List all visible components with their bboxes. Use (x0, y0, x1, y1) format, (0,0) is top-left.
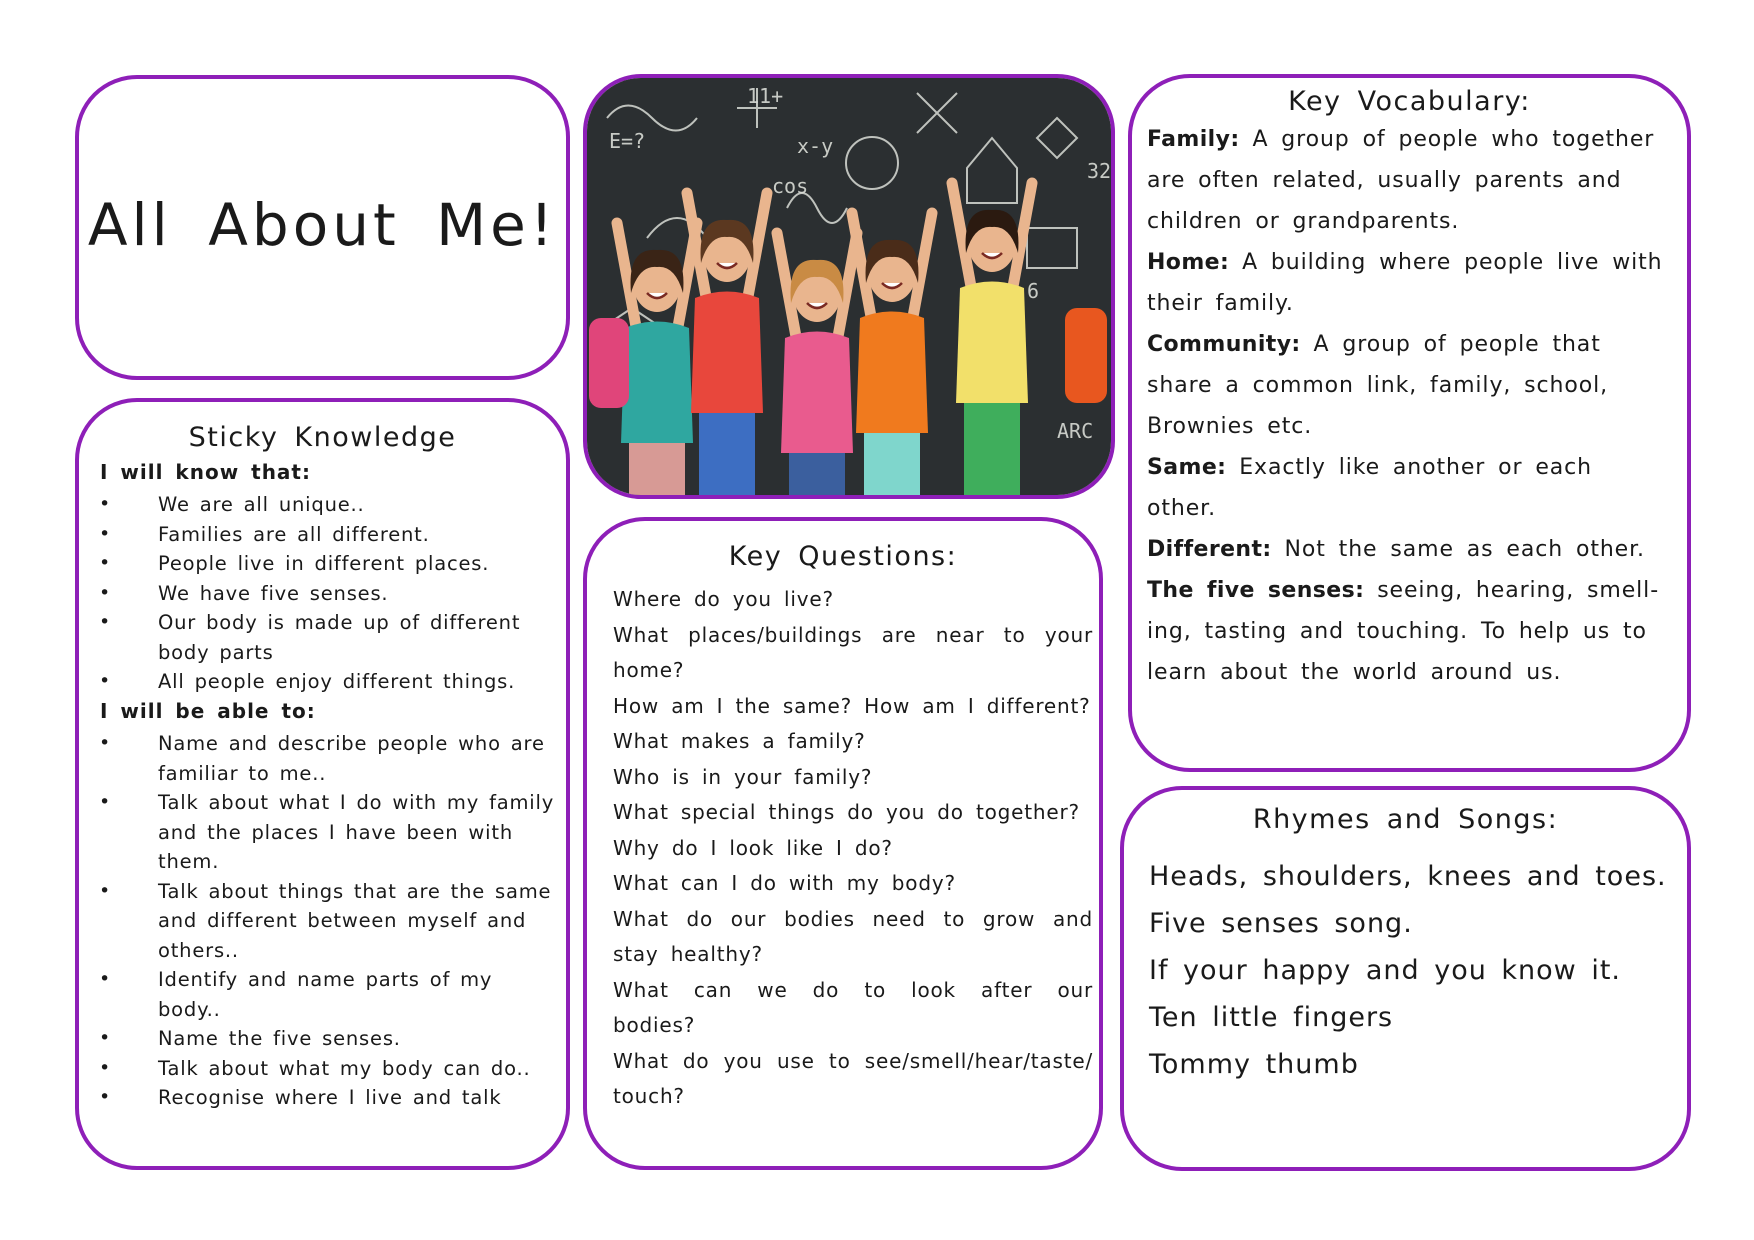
list-item-text: Our body is made up of different body parts (158, 611, 521, 664)
list-item-text: Identify and name parts of my body.. (158, 968, 493, 1021)
key-vocabulary-panel (1128, 74, 1691, 772)
able-label: I will be able to: (100, 699, 316, 723)
page-title: All About Me! (87, 191, 558, 259)
list-item (79, 1024, 566, 1054)
question-item: Why do I look like I do? (613, 835, 893, 860)
rhyme-item: If your happy and you know it. (1149, 955, 1622, 986)
key-questions-panel (583, 517, 1103, 1170)
question-item: What do our bodies need to grow and stay healthy? (613, 906, 1093, 966)
child-pants (864, 423, 920, 495)
list-item-text: Recognise where I live and talk (158, 1086, 502, 1109)
list-item-text: Name and describe people who are familiar to me.. (158, 732, 545, 785)
question-item: Where do you live? (613, 587, 834, 611)
list-item (79, 520, 566, 550)
bullet-icon: • (99, 968, 112, 990)
bullet-icon: • (99, 670, 112, 692)
bullet-icon: • (99, 522, 112, 545)
sticky-knowledge-heading: Sticky Knowledge (188, 422, 457, 453)
child-shirt (956, 282, 1028, 404)
bullet-icon: • (99, 791, 112, 813)
list-item (79, 965, 566, 1024)
title-panel (75, 75, 570, 380)
photo-panel (583, 74, 1115, 499)
question-item: What do you use to see/smell/hear/taste/ touch? (613, 1048, 1093, 1108)
rhymes-heading: Rhymes and Songs: (1252, 804, 1559, 835)
list-item (79, 1054, 566, 1084)
list-item (79, 1083, 566, 1113)
child-shirt (621, 322, 693, 444)
backpack-left (589, 318, 629, 408)
chalk-note: 6 (1027, 279, 1040, 303)
bullet-icon: • (99, 732, 112, 754)
question-item: What places/buildings are near to your home? (613, 622, 1093, 682)
key-questions-heading: Key Questions: (728, 541, 958, 572)
list-item-text: Talk about things that are the same and different between myself and others.. (158, 879, 552, 962)
list-item-text: We have five senses. (158, 581, 389, 605)
list-item-text: People live in different places. (158, 552, 490, 575)
question-item: What special things do you do together? (613, 800, 1080, 824)
sticky-knowledge-panel (75, 398, 570, 1170)
chalk-note: E=? (609, 129, 646, 153)
child-pants (699, 403, 755, 495)
chalk-note: cos (772, 174, 809, 198)
child-shirt (691, 292, 763, 414)
rhyme-item: Tommy thumb (1149, 1049, 1359, 1080)
chalk-note: 11+ (747, 84, 784, 108)
vocab-term: Family: (1147, 127, 1240, 152)
key-vocabulary-heading: Key Vocabulary: (1288, 86, 1531, 117)
vocab-definition: Not the same as each other. (1284, 537, 1645, 562)
bullet-icon: • (99, 1027, 112, 1049)
child-figure (687, 193, 767, 495)
vocab-term: Home: (1147, 250, 1230, 275)
list-item (79, 667, 566, 697)
vocab-term: Different: (1147, 537, 1272, 562)
list-item-text: Talk about what I do with my family and the places I have been with them. (158, 791, 555, 873)
bullet-icon: • (99, 581, 112, 604)
rhymes-and-songs-panel (1120, 786, 1691, 1171)
list-item (79, 490, 566, 520)
rhyme-item: Five senses song. (1149, 908, 1413, 939)
question-item: What can I do with my body? (613, 871, 956, 895)
know-list (79, 490, 566, 697)
vocabulary-list (1132, 119, 1687, 693)
child-figure (777, 233, 857, 495)
list-item-text: Name the five senses. (158, 1027, 401, 1050)
list-item (79, 877, 566, 966)
chalk-note: 32 (1087, 159, 1111, 183)
bullet-icon: • (99, 1056, 112, 1079)
bullet-icon: • (99, 611, 112, 633)
child-pants (964, 393, 1020, 495)
chalk-note: ARC (1057, 419, 1094, 443)
question-item: Who is in your family? (613, 764, 873, 789)
rhymes-list (1124, 853, 1687, 1088)
vocab-definition: Exactly like another or each other. (1147, 455, 1592, 521)
vocab-term: The five senses: (1147, 578, 1365, 603)
list-item (79, 729, 566, 788)
child-shirt (856, 312, 928, 434)
vocab-term: Community: (1147, 332, 1301, 357)
child-figure (952, 183, 1032, 495)
question-item: What makes a family? (613, 729, 866, 753)
vocab-definition: seeing, hearing, smell-ing, tasting and touching. To help us to learn about the world around us. (1147, 578, 1660, 685)
know-label: I will know that: (100, 460, 311, 484)
list-item (79, 549, 566, 579)
bullet-icon: • (99, 552, 112, 574)
bullet-icon: • (99, 1086, 112, 1108)
vocab-definition: A group of people who together are often related, usually parents and children or grandparents. (1147, 127, 1655, 234)
bullet-icon: • (99, 493, 112, 515)
list-item-text: Families are all different. (158, 522, 430, 546)
list-item-text: Talk about what my body can do.. (158, 1056, 531, 1080)
question-item: What can we do to look after our bodies? (613, 977, 1093, 1037)
list-item-text: All people enjoy different things. (158, 670, 516, 693)
list-item (79, 788, 566, 877)
bullet-icon: • (99, 879, 112, 902)
child-figure (852, 213, 932, 495)
child-shirt (781, 332, 853, 454)
backpack-right (1065, 308, 1107, 403)
vocab-term: Same: (1147, 455, 1227, 480)
vocab-definition: A building where people live with their family. (1147, 250, 1663, 316)
question-item: How am I the same? How am I different? (613, 693, 1091, 718)
chalk-note: x-y (797, 134, 834, 158)
able-list (79, 729, 566, 1113)
list-item (79, 579, 566, 609)
rhyme-item: Ten little fingers (1149, 1002, 1394, 1033)
list-item (79, 608, 566, 667)
rhyme-item: Heads, shoulders, knees and toes. (1149, 861, 1667, 892)
list-item-text: We are all unique.. (158, 493, 365, 516)
children-photo (587, 78, 1111, 495)
vocab-definition: A group of people that share a common link, family, school, Brownies etc. (1147, 332, 1608, 439)
questions-list (587, 582, 1099, 1115)
